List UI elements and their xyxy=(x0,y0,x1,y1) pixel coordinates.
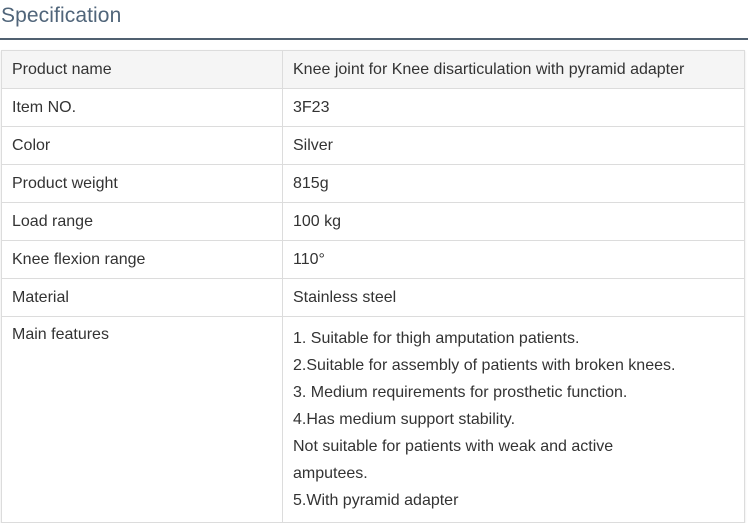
specification-table xyxy=(1,50,745,523)
table-row xyxy=(2,127,745,165)
table-row xyxy=(2,279,745,317)
feature-line: 4.Has medium support stability. xyxy=(293,411,516,428)
table-row xyxy=(2,203,745,241)
spec-value: Stainless steel xyxy=(283,279,745,317)
spec-label: Main features xyxy=(2,317,283,523)
spec-value: Knee joint for Knee disarticulation with pyramid adapter xyxy=(283,51,745,89)
feature-line: 2.Suitable for assembly of patients with broken knees. xyxy=(293,357,676,374)
spec-label: Item NO. xyxy=(2,89,283,127)
table-row xyxy=(2,165,745,203)
spec-value: Silver xyxy=(283,127,745,165)
feature-line: 5.With pyramid adapter xyxy=(293,492,459,509)
spec-label: Product weight xyxy=(2,165,283,203)
spec-value: 3F23 xyxy=(283,89,745,127)
spec-label: Knee flexion range xyxy=(2,241,283,279)
spec-label: Material xyxy=(2,279,283,317)
section-heading: Specification xyxy=(1,4,122,27)
feature-line: amputees. xyxy=(293,465,368,482)
spec-label: Color xyxy=(2,127,283,165)
heading-divider xyxy=(0,38,748,40)
feature-line: Not suitable for patients with weak and active xyxy=(293,438,614,455)
spec-value: 815g xyxy=(283,165,745,203)
spec-value: 110° xyxy=(283,241,745,279)
table-row-main-features xyxy=(2,317,745,523)
spec-label: Load range xyxy=(2,203,283,241)
table-row xyxy=(2,51,745,89)
spec-value: 100 kg xyxy=(283,203,745,241)
table-row xyxy=(2,241,745,279)
spec-label: Product name xyxy=(2,51,283,89)
table-row xyxy=(2,89,745,127)
feature-line: 3. Medium requirements for prosthetic function. xyxy=(293,384,628,401)
feature-line: 1. Suitable for thigh amputation patients. xyxy=(293,330,580,347)
main-features-list xyxy=(283,317,745,523)
